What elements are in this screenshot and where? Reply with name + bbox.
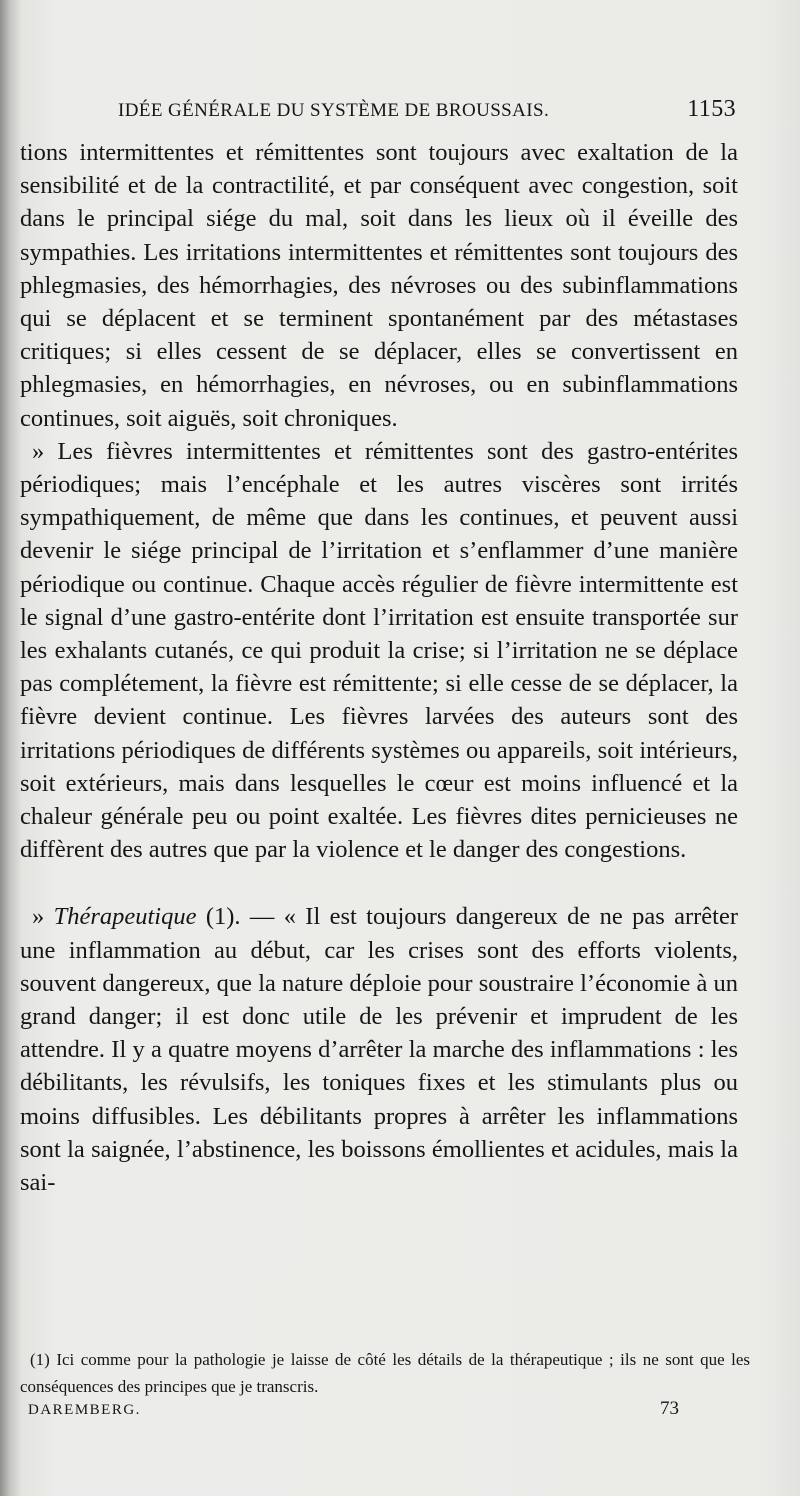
printer-signature: DAREMBERG. xyxy=(28,1402,141,1418)
sheet-number: 73 xyxy=(660,1398,679,1419)
running-head xyxy=(118,96,736,126)
paragraph-intermittent-fevers: » Les fièvres intermittentes et rémittentes sont des gastro-entérites périodiques; mais l’encéphale et les autres viscères sont irrités sympathiquement, de même que dans les continues, et peuvent aussi devenir le siége principal de l’irritation et s’enflammer d’une manière périodique ou continue. Chaque accès régulier de fièvre intermittente est le signal d’une gastro-entérite dont l’irritation est ensuite transportée sur les exhalants cutanés, ce qui produit la crise; si l’irritation ne se déplace pas complétement, la fièvre est rémittente; si elle cesse de se déplacer, la fièvre devient continue. Les fièvres larvées des auteurs sont des irritations périodiques de différents systèmes ou appareils, soit intérieurs, soit extérieurs, mais dans lesquelles le cœur est moins influencé et la chaleur générale peu ou point exaltée. Les fièvres dites pernicieuses ne diffèrent des autres que par la violence et le danger des congestions. xyxy=(20,437,738,864)
quote-mark: » xyxy=(32,903,54,931)
paragraph-therapeutics xyxy=(20,900,738,1199)
section-heading-therapeutique: Thérapeutique xyxy=(53,903,197,931)
footnote-reference: (1). — xyxy=(196,903,284,931)
footnote: (1) Ici comme pour la pathologie je laisse de côté les détails de la thérapeutique ; ils ne sont que les conséquences des principes que je transcris. xyxy=(20,1350,750,1396)
therapeutics-text: « Il est toujours dangereux de ne pas arrêter une inflammation au début, car les crises sont des efforts violents, souvent dangereux, que la nature déploie pour soustraire l’économie à un grand danger; il est donc utile de les prévenir et imprudent de les attendre. Il y a quatre moyens d’arrêter la marche des inflammations : les débilitants, les révulsifs, les toniques fixes et les stimulants plus ou moins diffusibles. Les débilitants propres à arrêter les inflammations sont la saignée, l’abstinence, les boissons émollientes et acidules, mais la sai- xyxy=(20,903,738,1197)
page-number: 1153 xyxy=(687,96,736,122)
running-title: IDÉE GÉNÉRALE DU SYSTÈME DE BROUSSAIS. xyxy=(118,100,550,121)
body-text xyxy=(20,136,738,1199)
paragraph-fevers-continuation: tions intermittentes et rémittentes sont toujours avec exaltation de la sensibilité et de la contractilité, et par conséquent avec congestion, soit dans le principal siége du mal, soit dans les lieux où il éveille des sympathies. Les irritations intermittentes et rémittentes sont toujours des phlegmasies, des hémorrhagies, des névroses ou des subinflammations qui se déplacent et se terminent spontanément par des métastases critiques; si elles cessent de se déplacer, elles se convertissent en phlegmasies, en hémorrhagies, en névroses, ou en subinflammations continues, soit aiguës, soit chroniques. xyxy=(20,139,738,432)
